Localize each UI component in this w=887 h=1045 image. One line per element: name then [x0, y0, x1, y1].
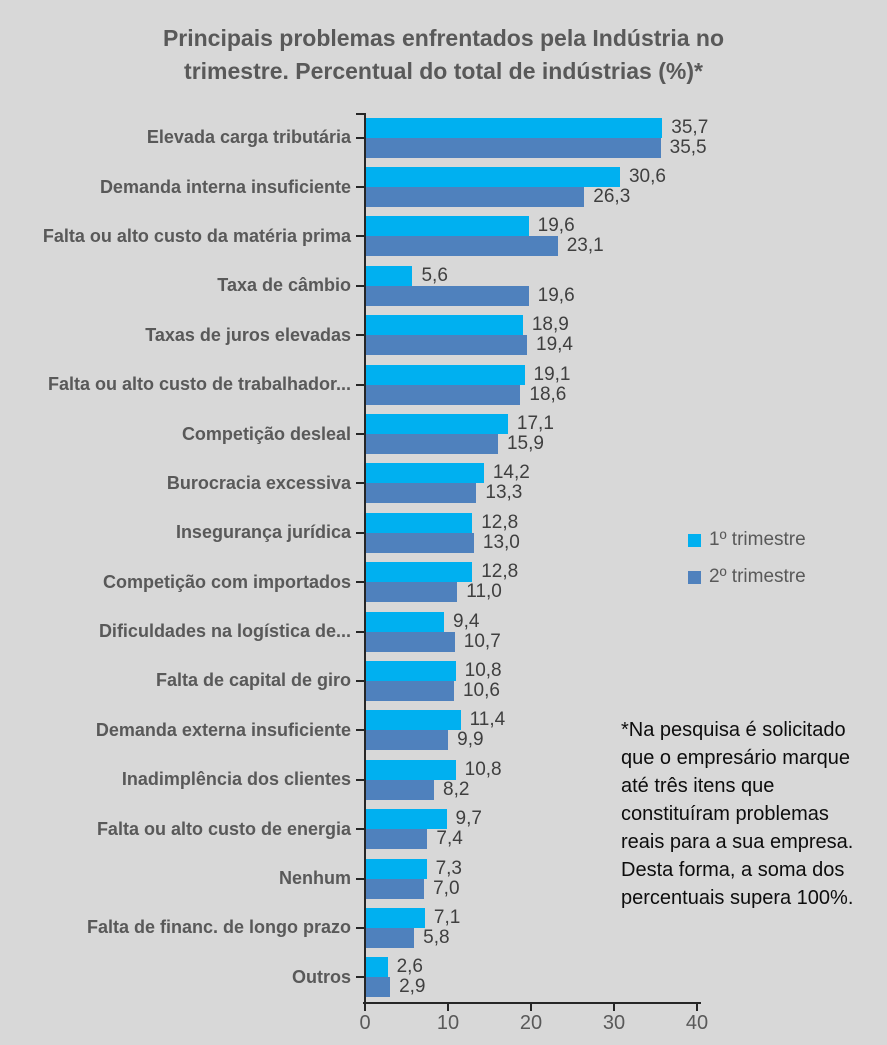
x-axis-tick	[696, 1002, 698, 1011]
bar-q2	[366, 780, 434, 800]
footnote-line: Desta forma, a soma dos	[621, 859, 845, 881]
bar-q2-value-label: 11,0	[466, 581, 502, 603]
category-tick	[356, 581, 365, 583]
chart-title	[0, 22, 887, 88]
legend-item-q1	[688, 529, 806, 551]
legend-label-q1: 1º trimestre	[709, 529, 806, 550]
bar-q1	[366, 957, 388, 977]
category-label: Falta ou alto custo de energia	[96, 818, 351, 839]
category-tick	[356, 433, 365, 435]
bar-q1	[366, 365, 525, 385]
bar-q1	[366, 612, 444, 632]
bar-q1	[366, 562, 472, 582]
bar-q2	[366, 385, 520, 405]
bar-q2	[366, 236, 558, 256]
bar-q1-value-label: 2,6	[396, 956, 423, 978]
bar-q2	[366, 632, 455, 652]
x-axis-tick-label: 20	[519, 1012, 543, 1034]
bar-q2	[366, 582, 457, 602]
footnote-line: que o empresário marque	[621, 747, 851, 769]
category-tick	[356, 976, 365, 978]
bar-q2	[366, 829, 427, 849]
bar-q1	[366, 216, 529, 236]
category-row	[0, 261, 887, 310]
bar-q1	[366, 167, 620, 187]
bar-q2	[366, 483, 476, 503]
bar-q1	[366, 513, 472, 533]
bar-q1	[366, 463, 484, 483]
category-row	[0, 360, 887, 409]
bar-q1-value-label: 18,9	[531, 314, 569, 336]
x-axis-tick	[530, 1002, 532, 1011]
bar-q1-value-label: 30,6	[628, 166, 666, 188]
category-label: Outros	[291, 966, 351, 987]
category-label: Falta ou alto custo de trabalhador...	[47, 374, 351, 395]
bar-q1-value-label: 9,4	[453, 610, 480, 632]
bar-q1-value-label: 12,8	[481, 511, 519, 533]
bar-q1	[366, 809, 447, 829]
bar-q1-value-label: 12,8	[481, 561, 519, 583]
bar-q2	[366, 533, 474, 553]
footnote	[621, 716, 881, 912]
footnote-line: percentuais supera 100%.	[621, 887, 854, 909]
category-label: Demanda externa insuficiente	[95, 719, 351, 740]
category-label: Elevada carga tributária	[146, 127, 351, 148]
bar-q1-value-label: 35,7	[671, 116, 709, 138]
bar-q1-value-label: 5,6	[421, 264, 448, 286]
footnote-line: até três itens que	[621, 775, 775, 797]
category-row	[0, 162, 887, 211]
footnote-line: reais para a sua empresa.	[621, 831, 854, 853]
bar-q2	[366, 681, 454, 701]
category-tick	[356, 680, 365, 682]
bar-q2	[366, 335, 527, 355]
bar-q2-value-label: 13,0	[482, 531, 520, 553]
category-tick	[356, 334, 365, 336]
bar-q2-value-label: 19,4	[536, 334, 573, 356]
bar-q2-value-label: 13,3	[485, 482, 523, 504]
x-axis-tick	[364, 1002, 366, 1011]
legend-label-q2: 2º trimestre	[709, 566, 806, 587]
category-label: Insegurança jurídica	[175, 522, 351, 543]
bar-q2	[366, 730, 448, 750]
chart-title-line2: trimestre. Percentual do total de indústrias (%)*	[184, 58, 703, 84]
bar-q1-value-label: 17,1	[516, 413, 554, 435]
category-label: Falta de capital de giro	[155, 670, 351, 691]
bar-q2-value-label: 19,6	[537, 284, 575, 306]
bar-q1-value-label: 7,3	[435, 857, 462, 879]
legend	[688, 529, 806, 603]
category-row	[0, 212, 887, 261]
bar-q1-value-label: 10,8	[464, 659, 502, 681]
bar-q1	[366, 908, 425, 928]
category-tick	[356, 186, 365, 188]
category-label: Competição com importados	[102, 571, 351, 592]
bar-q2-value-label: 10,7	[463, 630, 501, 652]
chart-title-line1: Principais problemas enfrentados pela Indústria no	[162, 25, 725, 51]
bar-q2-value-label: 2,9	[399, 976, 426, 998]
legend-swatch-q2-icon	[688, 571, 701, 584]
bar-q2	[366, 138, 661, 158]
bar-q1-value-label: 11,4	[469, 709, 506, 731]
category-tick	[356, 482, 365, 484]
x-axis-tick	[613, 1002, 615, 1011]
category-tick	[356, 137, 365, 139]
category-label: Burocracia excessiva	[166, 472, 351, 493]
bar-q1	[366, 760, 456, 780]
category-label: Taxas de juros elevadas	[145, 324, 351, 345]
category-label: Falta de financ. de longo prazo	[86, 917, 351, 938]
bar-q2-value-label: 15,9	[506, 433, 544, 455]
x-axis-line	[363, 1002, 701, 1004]
footnote-line: *Na pesquisa é solicitado	[621, 719, 846, 741]
bar-q1	[366, 118, 662, 138]
bar-q2-value-label: 5,8	[423, 926, 450, 948]
bar-q2-value-label: 35,5	[669, 136, 707, 158]
bar-q2-value-label: 9,9	[457, 729, 484, 751]
bar-q1	[366, 414, 508, 434]
bar-q1	[366, 315, 523, 335]
x-axis-tick	[447, 1002, 449, 1011]
bar-q2	[366, 977, 390, 997]
category-row	[0, 409, 887, 458]
bar-q2	[366, 286, 529, 306]
category-tick	[356, 384, 365, 386]
bar-q1	[366, 266, 412, 286]
bar-q2-value-label: 8,2	[443, 778, 470, 800]
bar-q2	[366, 879, 424, 899]
category-row	[0, 953, 887, 1002]
category-tick	[356, 927, 365, 929]
category-tick	[356, 729, 365, 731]
category-row	[0, 113, 887, 162]
legend-item-q2	[688, 566, 806, 588]
bar-q1	[366, 710, 461, 730]
x-axis-tick-label: 40	[685, 1012, 709, 1034]
bar-q1-value-label: 19,6	[537, 215, 575, 237]
bar-q2-value-label: 26,3	[593, 186, 631, 208]
bar-q2-value-label: 23,1	[566, 235, 604, 257]
bar-q2-value-label: 7,0	[433, 877, 460, 899]
footnote-line: constituíram problemas	[621, 803, 829, 825]
x-axis-tick-label: 0	[359, 1012, 371, 1034]
category-label: Competição desleal	[181, 423, 351, 444]
bar-q1-value-label: 7,1	[433, 906, 461, 928]
x-axis-tick-label: 30	[602, 1012, 626, 1034]
category-label: Falta ou alto custo da matéria prima	[42, 225, 351, 246]
bar-q2-value-label: 10,6	[462, 679, 500, 701]
category-label: Inadimplência dos clientes	[121, 769, 351, 790]
category-row	[0, 607, 887, 656]
bar-q2	[366, 434, 498, 454]
bar-q1-value-label: 9,7	[455, 808, 482, 830]
bar-q1	[366, 859, 427, 879]
category-label: Dificuldades na logística de...	[98, 621, 351, 642]
bar-q1-value-label: 10,8	[464, 758, 502, 780]
category-label: Demanda interna insuficiente	[99, 176, 351, 197]
category-tick	[356, 532, 365, 534]
category-tick	[356, 285, 365, 287]
category-tick	[356, 235, 365, 237]
category-tick	[356, 631, 365, 633]
bar-q1-value-label: 19,1	[533, 363, 571, 385]
legend-swatch-q1-icon	[688, 534, 701, 547]
category-tick	[356, 878, 365, 880]
category-tick	[356, 779, 365, 781]
category-row	[0, 311, 887, 360]
category-label: Taxa de câmbio	[217, 275, 351, 296]
x-axis-tick-label: 10	[436, 1012, 460, 1034]
bar-q2	[366, 187, 584, 207]
category-tick	[356, 828, 365, 830]
bar-q1	[366, 661, 456, 681]
category-label: Nenhum	[279, 868, 351, 889]
bar-q2-value-label: 18,6	[529, 383, 567, 405]
category-row	[0, 656, 887, 705]
bar-q2	[366, 928, 414, 948]
category-row	[0, 459, 887, 508]
bar-q1-value-label: 14,2	[492, 462, 530, 484]
bar-q2-value-label: 7,4	[436, 828, 463, 850]
